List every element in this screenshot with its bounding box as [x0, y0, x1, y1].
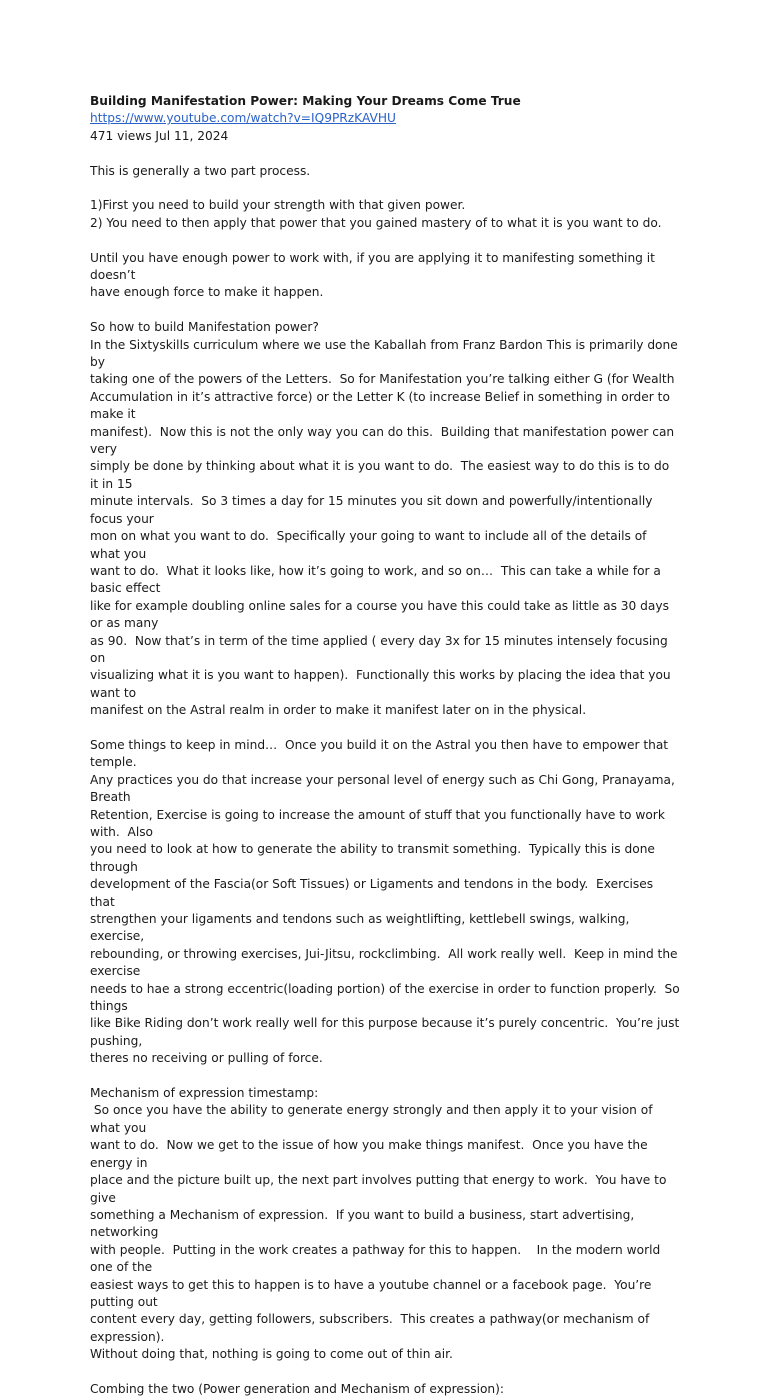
text-line: needs to hae a strong eccentric(loading portion) of the exercise in order to function properly. So things: [90, 981, 684, 1014]
document-title: Building Manifestation Power: Making Your Dreams Come True: [90, 94, 521, 108]
intro-text: This is generally a two part process.: [90, 163, 311, 178]
text-line: taking one of the powers of the Letters. So for Manifestation you’re talking either G (for Wealth: [90, 372, 675, 387]
text-line: rebounding, or throwing exercises, Jui-Jitsu, rockclimbing. All work really well. Keep in mind the exercise: [90, 946, 682, 979]
text-line: something a Mechanism of expression. If you want to build a business, start advertising, networking: [90, 1207, 639, 1240]
paragraph-how: [90, 337, 680, 720]
text-line: Any practices you do that increase your personal level of energy such as Chi Gong, Pranayama, Breath: [90, 772, 679, 805]
text-line: In the Sixtyskills curriculum where we use the Kaballah from Franz Bardon This is primarily done by: [90, 337, 682, 370]
text-line: like Bike Riding don’t work really well for this purpose because it’s purely concentric. You’re just pushing,: [90, 1016, 684, 1048]
text-line: minute intervals. So 3 times a day for 15 minutes you sit down and powerfully/intentionally focus your: [90, 494, 657, 526]
text-line: Retention, Exercise is going to increase the amount of stuff that you functionally have to work with. Also: [90, 807, 669, 839]
text-line: easiest ways to get this to happen is to have a youtube channel or a facebook page. You’re putting out: [90, 1277, 656, 1309]
text-line: strengthen your ligaments and tendons such as weightlifting, kettlebell swings, walking, exercise,: [90, 912, 634, 944]
text-line: want to do. What it looks like, how it’s going to work, and so on… This can take a while for a basic effect: [90, 563, 665, 596]
heading-how: So how to build Manifestation power?: [90, 320, 319, 335]
text-line: theres no receiving or pulling of force.: [90, 1051, 323, 1066]
paragraph-things: [90, 737, 684, 1068]
video-link[interactable]: https://www.youtube.com/watch?v=IQ9PRzKAVHU: [90, 111, 396, 126]
text-line: Accumulation in it’s attractive force) or the Letter K (to increase Belief in something in order to make it: [90, 389, 674, 422]
text-line: place and the picture built up, the next part involves putting that energy to work. You have to give: [90, 1173, 671, 1205]
text-line: visualizing what it is you want to happen). Functionally this works by placing the idea that you want to: [90, 668, 675, 700]
step-2: 2) You need to then apply that power that you gained mastery of to what it is you want to do.: [90, 215, 662, 230]
text-line: you need to look at how to generate the ability to transmit something. Typically this is done through: [90, 842, 659, 874]
heading-mechanism: Mechanism of expression timestamp:: [90, 1086, 319, 1101]
text-line: manifest). Now this is not the only way you can do this. Building that manifestation power can very: [90, 424, 679, 457]
step-1: 1)First you need to build your strength with that given power.: [90, 198, 466, 213]
paragraph-until: [90, 250, 680, 302]
text-line: want to do. Now we get to the issue of how you make things manifest. Once you have the energy in: [90, 1138, 652, 1170]
heading-combining: Combing the two (Power generation and Mechanism of expression):: [90, 1381, 505, 1396]
text-line: Without doing that, nothing is going to come out of thin air.: [90, 1347, 453, 1362]
text-line: So once you have the ability to generate energy strongly and then apply it to your vision of what you: [90, 1103, 657, 1135]
text-line: Some things to keep in mind… Once you build it on the Astral you then have to empower that temple.: [90, 737, 672, 770]
text-line: content every day, getting followers, subscribers. This creates a pathway(or mechanism of expression).: [90, 1312, 654, 1344]
text-line: Until you have enough power to work with, if you are applying it to manifesting something it doesn’t: [90, 250, 659, 283]
text-line: development of the Fascia(or Soft Tissues) or Ligaments and tendons in the body. Exercises that: [90, 877, 657, 909]
text-line: simply be done by thinking about what it is you want to do. The easiest way to do this is to do it in 15: [90, 459, 674, 491]
text-line: as 90. Now that’s in term of the time applied ( every day 3x for 15 minutes intensely focusing on: [90, 633, 672, 665]
text-line: with people. Putting in the work creates a pathway for this to happen. In the modern world one of the: [90, 1242, 665, 1275]
video-meta: 471 views Jul 11, 2024: [90, 128, 229, 143]
text-line: manifest on the Astral realm in order to make it manifest later on in the physical.: [90, 703, 587, 718]
text-line: like for example doubling online sales for a course you have this could take as little as 30 days or as many: [90, 598, 673, 631]
paragraph-mechanism: [90, 1102, 680, 1363]
text-line: have enough force to make it happen.: [90, 285, 324, 300]
text-line: mon on what you want to do. Specifically your going to want to include all of the details of what you: [90, 529, 651, 561]
